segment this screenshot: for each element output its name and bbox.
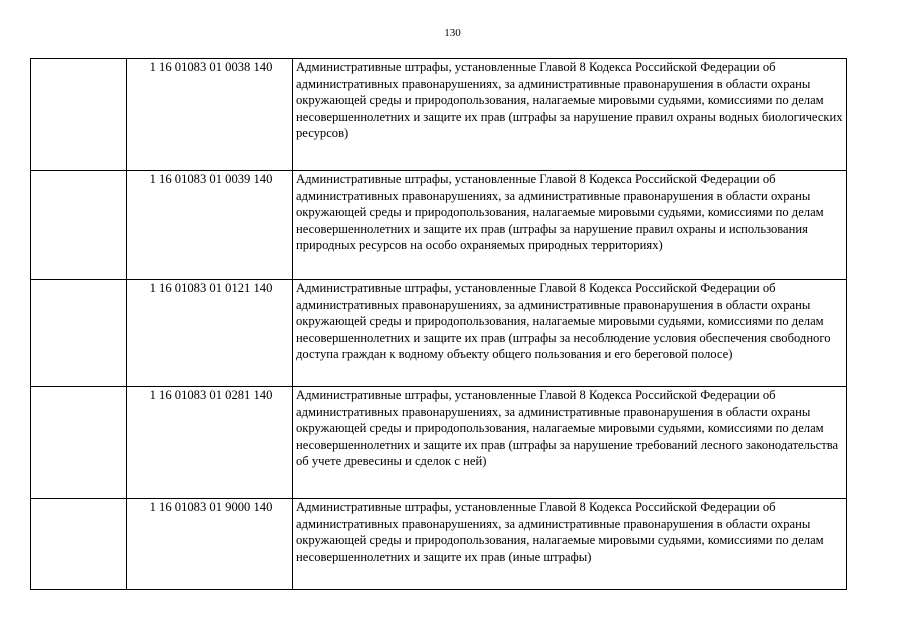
budget-code-cell: 1 16 01083 01 0281 140 (127, 387, 293, 499)
budget-code-cell: 1 16 01083 01 0039 140 (127, 171, 293, 280)
table-row (31, 59, 847, 171)
description-cell: Административные штрафы, установленные Главой 8 Кодекса Российской Федерации об административных правонарушениях, за административные правонарушения в области охраны окружающей среды и природопользования, налагаемые мировыми судьями, комиссиями по делам несовершеннолетних и защите их прав (штрафы за несоблюдение условия обеспечения свободного доступа граждан к водному объекту общего пользования и его береговой полосе) (293, 280, 847, 387)
table-row (31, 171, 847, 280)
budget-code-cell: 1 16 01083 01 0121 140 (127, 280, 293, 387)
page-number: 130 (444, 27, 461, 39)
budget-code-table (30, 58, 847, 590)
description-cell: Административные штрафы, установленные Главой 8 Кодекса Российской Федерации об административных правонарушениях, за административные правонарушения в области охраны окружающей среды и природопользования, налагаемые мировыми судьями, комиссиями по делам несовершеннолетних и защите их прав (штрафы за нарушение правил охраны и использования природных ресурсов на особо охраняемых природных территориях) (293, 171, 847, 280)
empty-cell (31, 280, 127, 387)
table-row (31, 387, 847, 499)
empty-cell (31, 499, 127, 590)
description-cell: Административные штрафы, установленные Главой 8 Кодекса Российской Федерации об административных правонарушениях, за административные правонарушения в области охраны окружающей среды и природопользования, налагаемые мировыми судьями, комиссиями по делам несовершеннолетних и защите их прав (штрафы за нарушение требований лесного законодательства об учете древесины и сделок с ней) (293, 387, 847, 499)
empty-cell (31, 171, 127, 280)
budget-code-cell: 1 16 01083 01 9000 140 (127, 499, 293, 590)
empty-cell (31, 387, 127, 499)
description-cell: Административные штрафы, установленные Главой 8 Кодекса Российской Федерации об административных правонарушениях, за административные правонарушения в области охраны окружающей среды и природопользования, налагаемые мировыми судьями, комиссиями по делам несовершеннолетних и защите их прав (штрафы за нарушение правил охраны водных биологических ресурсов) (293, 59, 847, 171)
table-row (31, 499, 847, 590)
description-cell: Административные штрафы, установленные Главой 8 Кодекса Российской Федерации об административных правонарушениях, за административные правонарушения в области охраны окружающей среды и природопользования, налагаемые мировыми судьями, комиссиями по делам несовершеннолетних и защите их прав (иные штрафы) (293, 499, 847, 590)
budget-code-cell: 1 16 01083 01 0038 140 (127, 59, 293, 171)
table-row (31, 280, 847, 387)
empty-cell (31, 59, 127, 171)
